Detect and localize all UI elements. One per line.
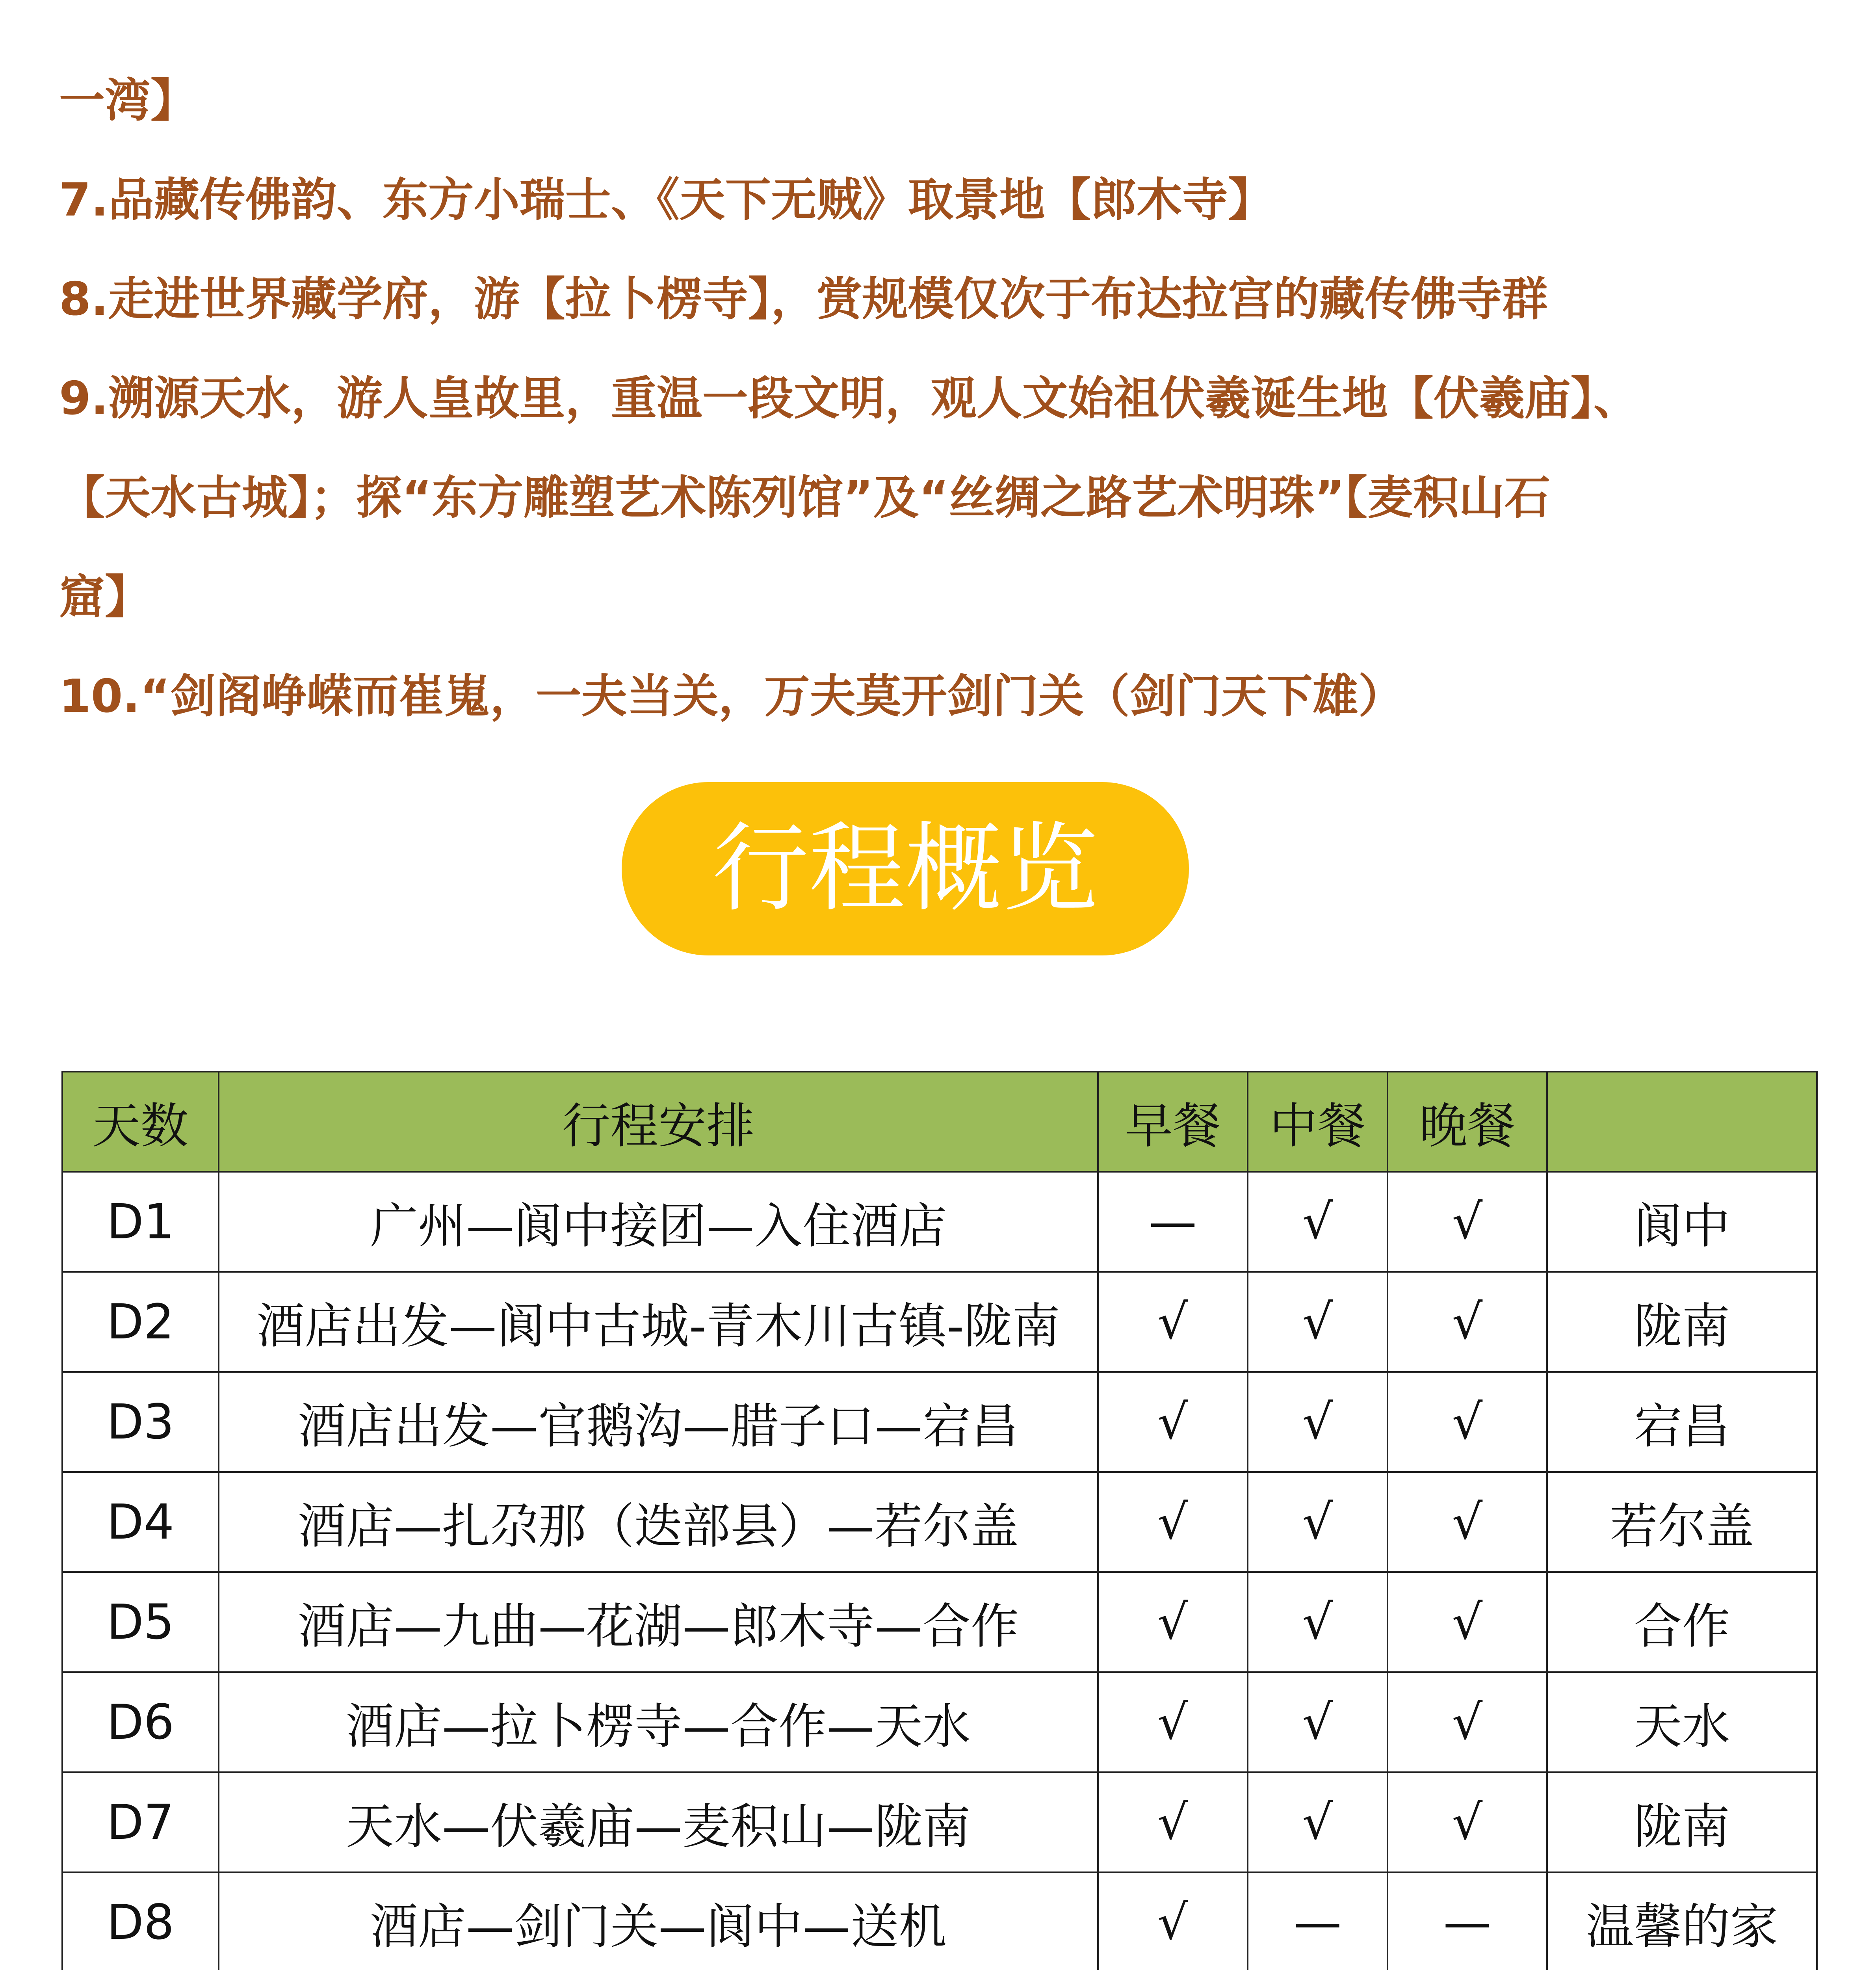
cell-day: D1	[62, 1172, 219, 1272]
cell-lunch: √	[1248, 1672, 1387, 1772]
cell-lodging: 合作	[1547, 1572, 1817, 1672]
cell-lunch: √	[1248, 1172, 1387, 1272]
cell-breakfast: —	[1098, 1172, 1248, 1272]
cell-dinner: √	[1387, 1372, 1547, 1472]
cell-breakfast: √	[1098, 1772, 1248, 1872]
cell-lodging: 宕昌	[1547, 1372, 1817, 1472]
table-row	[62, 1672, 1817, 1772]
cell-schedule: 酒店出发—官鹅沟—腊子口—宕昌	[219, 1372, 1098, 1472]
cell-breakfast: √	[1098, 1872, 1248, 1970]
cell-schedule: 广州—阆中接团—入住酒店	[219, 1172, 1098, 1272]
highlight-line: 9.溯源天水，游人皇故里，重温一段文明，观人文始祖伏羲诞生地【伏羲庙】、	[59, 372, 1639, 425]
overview-title-badge: 行程概览	[622, 782, 1189, 955]
cell-dinner: √	[1387, 1572, 1547, 1672]
cell-lunch: √	[1248, 1372, 1387, 1472]
cell-breakfast: √	[1098, 1272, 1248, 1372]
cell-dinner: √	[1387, 1272, 1547, 1372]
table-row	[62, 1572, 1817, 1672]
cell-lodging: 若尔盖	[1547, 1472, 1817, 1572]
cell-day: D2	[62, 1272, 219, 1372]
cell-lodging: 阆中	[1547, 1172, 1817, 1272]
highlight-line: 10.“剑阁峥嵘而崔嵬，一夫当关，万夫莫开剑门关（剑门天下雄）	[59, 670, 1404, 723]
cell-day: D4	[62, 1472, 219, 1572]
highlight-line: 窟】	[59, 571, 150, 624]
cell-day: D3	[62, 1372, 219, 1472]
cell-dinner: √	[1387, 1772, 1547, 1872]
cell-lunch: —	[1248, 1872, 1387, 1970]
cell-day: D8	[62, 1872, 219, 1970]
header-lodging	[1547, 1072, 1817, 1172]
header-day: 天数	[62, 1072, 219, 1172]
table-row	[62, 1872, 1817, 1970]
cell-dinner: —	[1387, 1872, 1547, 1970]
table-header-row	[62, 1072, 1817, 1172]
cell-schedule: 天水—伏羲庙—麦积山—陇南	[219, 1772, 1098, 1872]
table-row	[62, 1472, 1817, 1572]
cell-day: D7	[62, 1772, 219, 1872]
cell-lunch: √	[1248, 1272, 1387, 1372]
table-row	[62, 1172, 1817, 1272]
cell-lodging: 陇南	[1547, 1772, 1817, 1872]
highlight-line: 8.走进世界藏学府，游【拉卜楞寺】，赏规模仅次于布达拉宫的藏传佛寺群	[59, 273, 1548, 326]
table-row	[62, 1772, 1817, 1872]
highlights-list	[59, 51, 1824, 746]
table-row	[62, 1372, 1817, 1472]
itinerary-table	[61, 1071, 1818, 1970]
cell-schedule: 酒店—九曲—花湖—郎木寺—合作	[219, 1572, 1098, 1672]
cell-schedule: 酒店—拉卜楞寺—合作—天水	[219, 1672, 1098, 1772]
cell-lunch: √	[1248, 1472, 1387, 1572]
highlight-line: 一湾】	[59, 74, 196, 127]
cell-lodging: 陇南	[1547, 1272, 1817, 1372]
cell-breakfast: √	[1098, 1472, 1248, 1572]
header-lunch: 中餐	[1248, 1072, 1387, 1172]
header-dinner: 晚餐	[1387, 1072, 1547, 1172]
cell-lunch: √	[1248, 1772, 1387, 1872]
header-schedule: 行程安排	[219, 1072, 1098, 1172]
cell-schedule: 酒店—剑门关—阆中—送机	[219, 1872, 1098, 1970]
cell-schedule: 酒店—扎尕那（迭部县）—若尔盖	[219, 1472, 1098, 1572]
cell-breakfast: √	[1098, 1572, 1248, 1672]
cell-dinner: √	[1387, 1672, 1547, 1772]
cell-breakfast: √	[1098, 1372, 1248, 1472]
cell-schedule: 酒店出发—阆中古城-青木川古镇-陇南	[219, 1272, 1098, 1372]
cell-lodging: 温馨的家	[1547, 1872, 1817, 1970]
cell-day: D6	[62, 1672, 219, 1772]
table-row	[62, 1272, 1817, 1372]
cell-dinner: √	[1387, 1172, 1547, 1272]
cell-breakfast: √	[1098, 1672, 1248, 1772]
cell-dinner: √	[1387, 1472, 1547, 1572]
header-breakfast: 早餐	[1098, 1072, 1248, 1172]
cell-lodging: 天水	[1547, 1672, 1817, 1772]
cell-day: D5	[62, 1572, 219, 1672]
cell-lunch: √	[1248, 1572, 1387, 1672]
highlight-line: 7.品藏传佛韵、东方小瑞士、《天下无贼》取景地【郎木寺】	[59, 173, 1274, 227]
highlight-line: 【天水古城】；探“东方雕塑艺术陈列馆”及“丝绸之路艺术明珠”【麦积山石	[59, 471, 1550, 524]
